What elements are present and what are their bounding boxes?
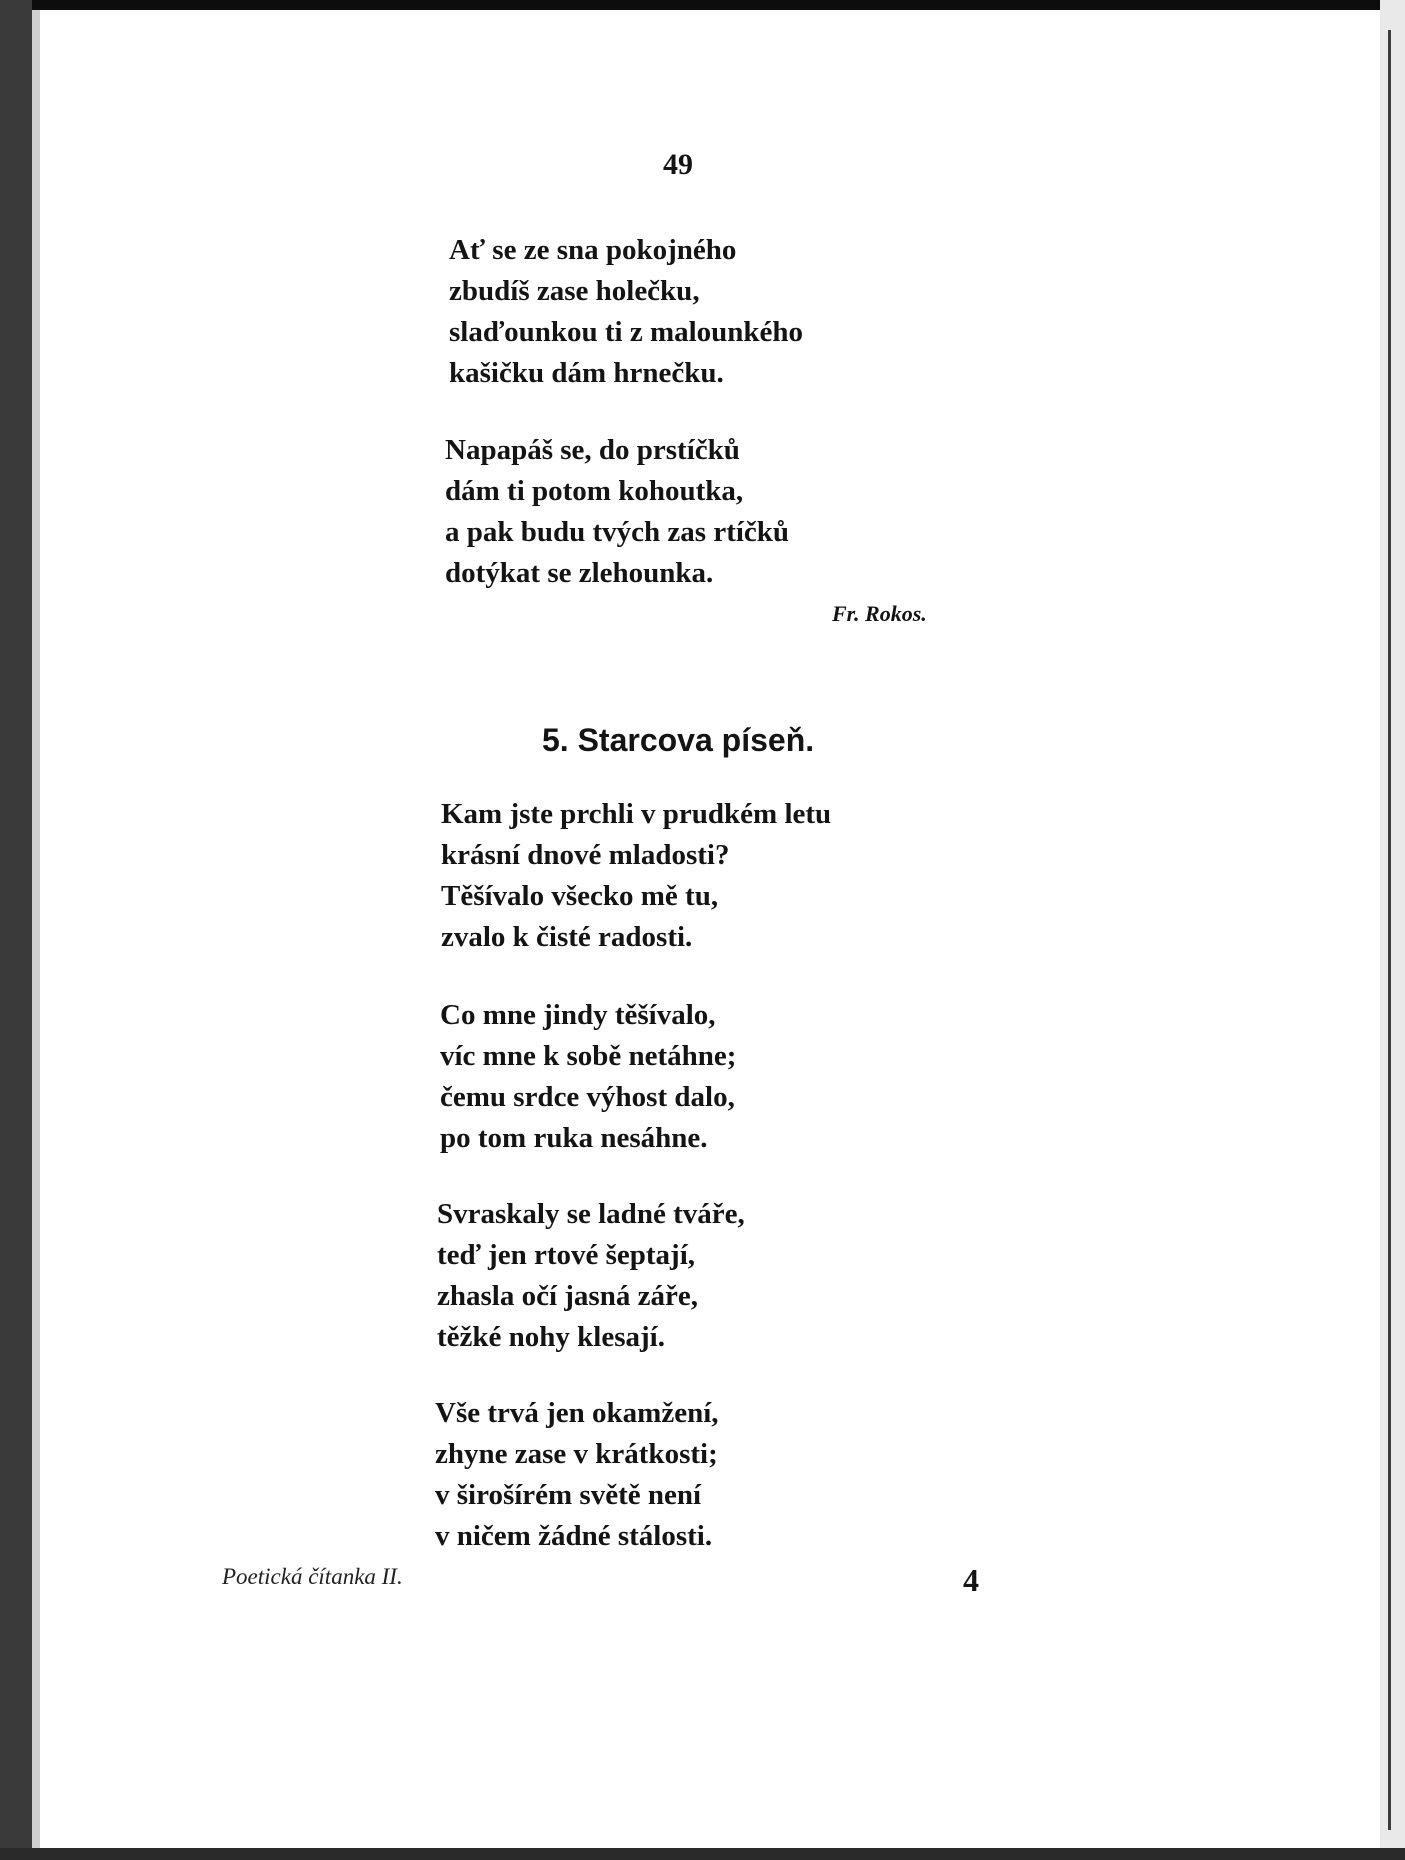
poem1-stanza-1 [449,230,803,394]
verse-line: Co mne jindy těšívalo, [440,999,716,1031]
verse-line: dám ti potom kohoutka, [445,475,744,507]
poem1-author: Fr. Rokos. [832,601,927,626]
scan-border-left-shade [32,10,40,1860]
verse-line: Ať se ze sna pokojného [449,234,737,266]
verse-line: zhyne zase v krátkosti; [435,1438,718,1470]
scan-border-bottom [0,1848,1405,1860]
verse-line: Svraskaly se ladné tváře, [437,1198,745,1230]
footer-book-title: Poetická čítanka II. [222,1564,403,1589]
poem1-stanza-2 [445,430,789,594]
scan-border-right [1380,0,1405,1860]
verse-line: kašičku dám hrnečku. [449,357,724,389]
verse-line: Kam jste prchli v prudkém letu [441,798,832,830]
scan-border-top [0,0,1405,10]
footer-signature-mark: 4 [963,1562,979,1598]
verse-line: teď jen rtové šeptají, [437,1239,696,1271]
verse-line: a pak budu tvých zas rtíčků [445,516,790,548]
scan-border-right-line [1388,30,1391,1830]
verse-line: Vše trvá jen okamžení, [435,1397,719,1429]
verse-line: Těšívalo všecko mě tu, [441,880,719,912]
poem2-stanza-4 [435,1393,719,1557]
poem2-stanza-3 [437,1194,745,1358]
poem2-stanza-1 [441,794,831,958]
verse-line: víc mne k sobě netáhne; [440,1040,737,1072]
verse-line: zhasla očí jasná záře, [437,1280,698,1312]
verse-line: těžké nohy klesají. [437,1321,665,1353]
verse-line: krásní dnové mladosti? [441,839,730,871]
verse-line: čemu srdce výhost dalo, [440,1081,735,1113]
verse-line: zbudíš zase holečku, [449,275,700,307]
poem2-title: 5. Starcova píseň. [542,722,815,758]
verse-line: zvalo k čisté radosti. [441,921,693,953]
page-number: 49 [663,148,693,181]
scan-border-left [0,0,32,1860]
verse-line: po tom ruka nesáhne. [440,1122,708,1154]
poem2-stanza-2 [440,995,736,1159]
verse-line: v ničem žádné stálosti. [435,1520,713,1552]
verse-line: Napapáš se, do prstíčků [445,434,740,466]
verse-line: slaďounkou ti z malounkého [449,316,804,348]
verse-line: v širošírém světě není [435,1479,702,1511]
verse-line: dotýkat se zlehounka. [445,557,714,589]
